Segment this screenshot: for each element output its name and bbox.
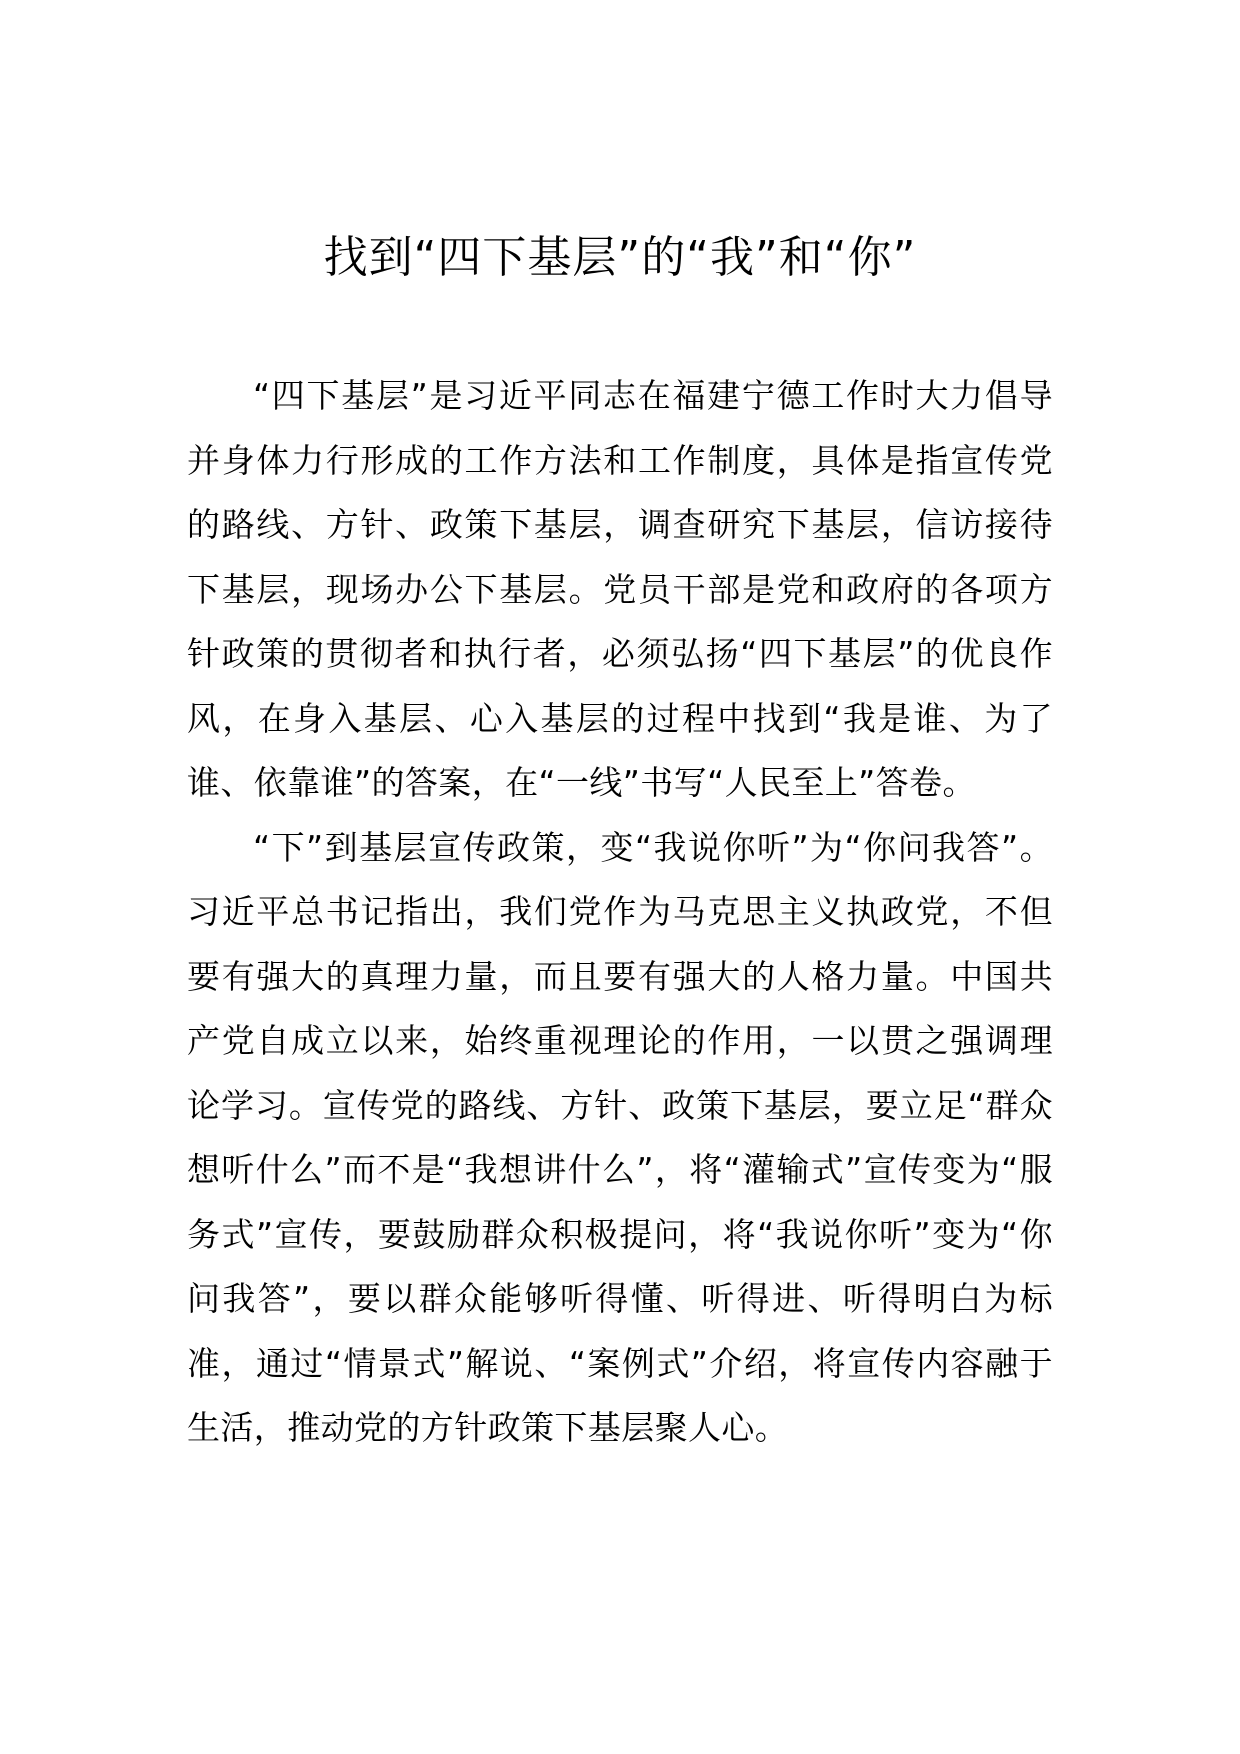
document-body bbox=[187, 364, 1053, 1461]
paragraph: “四下基层”是习近平同志在福建宁德工作时大力倡导并身体力行形成的工作方法和工作制度，具体是指宣传党的路线、方针、政策下基层，调查研究下基层，信访接待下基层，现场办公下基层。党员干部是党和政府的各项方针政策的贯彻者和执行者，必须弘扬“四下基层”的优良作风，在身入基层、心入基层的过程中找到“我是谁、为了谁、依靠谁”的答案，在“一线”书写“人民至上”答卷。 bbox=[187, 376, 1053, 802]
document-title: 找到“四下基层”的“我”和“你” bbox=[323, 232, 917, 283]
paragraph: “下”到基层宣传政策，变“我说你听”为“你问我答”。习近平总书记指出，我们党作为马克思主义执政党，不但要有强大的真理力量，而且要有强大的人格力量。中国共产党自成立以来，始终重视理论的作用，一以贯之强调理论学习。宣传党的路线、方针、政策下基层，要立足“群众想听什么”而不是“我想讲什么”，将“灌输式”宣传变为“服务式”宣传，要鼓励群众积极提问，将“我说你听”变为“你问我答”，要以群众能够听得懂、听得进、听得明白为标准，通过“情景式”解说、“案例式”介绍，将宣传内容融于生活，推动党的方针政策下基层聚人心。 bbox=[187, 827, 1053, 1447]
